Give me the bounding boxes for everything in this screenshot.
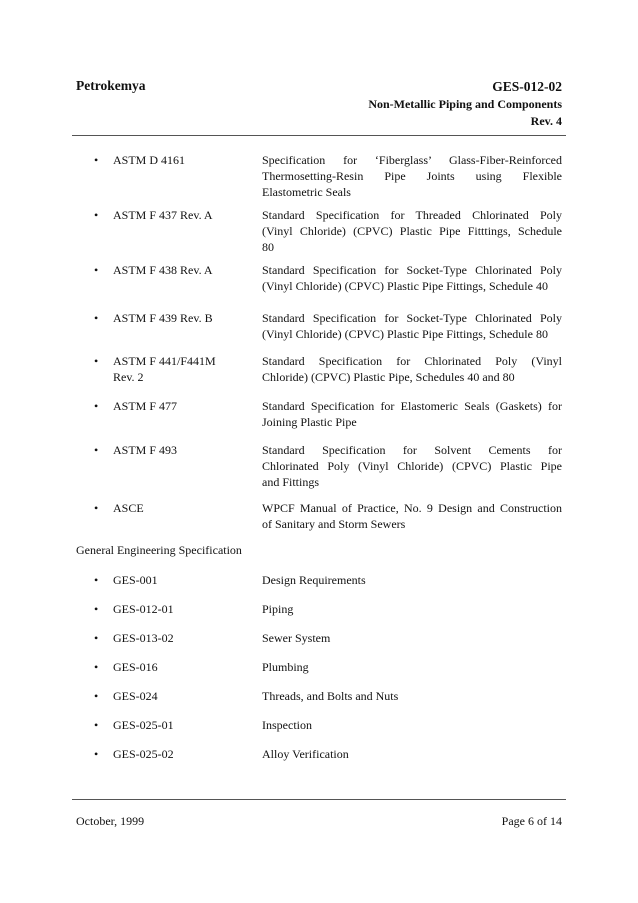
specification-code: GES-012-01 — [113, 602, 174, 616]
reference-description — [262, 262, 562, 294]
reference-code-line: ASTM F 437 Rev. A — [113, 208, 213, 222]
specification-code: GES-025-01 — [113, 718, 174, 732]
bullet-icon: • — [94, 573, 99, 587]
bullet-icon: • — [94, 602, 99, 616]
bullet-icon: • — [94, 311, 99, 325]
document-header-info — [262, 78, 562, 130]
bullet-icon: • — [94, 718, 99, 732]
footer-page-number: Page 6 of 14 — [501, 814, 562, 828]
company-name: Petrokemya — [76, 78, 146, 93]
specification-description: Sewer System — [262, 631, 331, 645]
reference-code-line: ASTM F 493 — [113, 443, 178, 457]
bullet-icon: • — [94, 747, 99, 761]
reference-description-line: Standard Specification for Socket-Type Chlorinated Poly — [262, 311, 562, 325]
bullet-icon: • — [94, 263, 99, 277]
document-code: GES-012-02 — [492, 79, 562, 94]
bullet-icon: • — [94, 689, 99, 703]
reference-description-line: Standard Specification for Elastomeric Seals (Gaskets) for — [262, 399, 562, 413]
specification-code: GES-016 — [113, 660, 158, 674]
reference-code-line: ASTM F 439 Rev. B — [113, 311, 213, 325]
reference-code — [113, 353, 253, 385]
specification-description: Inspection — [262, 718, 312, 732]
reference-description — [262, 398, 562, 430]
document-title: Non-Metallic Piping and Components — [368, 97, 562, 111]
bullet-icon: • — [94, 660, 99, 674]
reference-code — [113, 398, 253, 414]
reference-description-line: Standard Specification for Chlorinated Poly (Vinyl — [262, 354, 562, 368]
bullet-icon: • — [94, 399, 99, 413]
footer-date: October, 1999 — [76, 814, 145, 828]
reference-code-line: ASTM F 477 — [113, 399, 178, 413]
reference-code-line: ASCE — [113, 501, 144, 515]
reference-code-line: ASTM F 441/F441M — [113, 354, 216, 368]
reference-description-line: Chloride) (CPVC) Plastic Pipe, Schedules 40 and 80 — [262, 370, 515, 384]
reference-description — [262, 310, 562, 342]
specification-description: Piping — [262, 602, 294, 616]
reference-description-line: Joining Plastic Pipe — [262, 415, 357, 429]
specification-code: GES-001 — [113, 573, 158, 587]
reference-description-line: 80 — [262, 240, 274, 254]
reference-description-line: WPCF Manual of Practice, No. 9 Design and Construction — [262, 501, 562, 515]
bullet-icon: • — [94, 354, 99, 368]
reference-code — [113, 442, 253, 458]
reference-code — [113, 500, 253, 516]
bullet-icon: • — [94, 153, 99, 167]
specification-code: GES-024 — [113, 689, 158, 703]
reference-description-line: Standard Specification for Solvent Cements for — [262, 443, 562, 457]
reference-description-line: of Sanitary and Storm Sewers — [262, 517, 406, 531]
specification-description: Alloy Verification — [262, 747, 349, 761]
reference-description-line: (Vinyl Chloride) (CPVC) Plastic Pipe Fitttings, Schedule — [262, 224, 562, 238]
reference-description-line: Elastometric Seals — [262, 185, 351, 199]
reference-code-line: ASTM D 4161 — [113, 153, 186, 167]
reference-description-line: (Vinyl Chloride) (CPVC) Plastic Pipe Fittings, Schedule 80 — [262, 327, 548, 341]
reference-description-line: Standard Specification for Socket-Type Chlorinated Poly — [262, 263, 562, 277]
reference-description-line: Specification for ‘Fiberglass’ Glass-Fiber-Reinforced — [262, 153, 562, 167]
reference-code — [113, 207, 253, 223]
bullet-icon: • — [94, 443, 99, 457]
footer-divider — [72, 799, 566, 800]
reference-description-line: Thermosetting-Resin Pipe Joints using Flexible — [262, 169, 562, 183]
specification-description: Threads, and Bolts and Nuts — [262, 689, 399, 703]
bullet-icon: • — [94, 631, 99, 645]
specification-description: Design Requirements — [262, 573, 366, 587]
reference-code-line: Rev. 2 — [113, 370, 144, 384]
bullet-icon: • — [94, 501, 99, 515]
bullet-icon: • — [94, 208, 99, 222]
reference-description — [262, 500, 562, 532]
reference-code — [113, 262, 253, 278]
specification-description: Plumbing — [262, 660, 309, 674]
section-heading: General Engineering Specification — [76, 543, 242, 557]
specification-code: GES-013-02 — [113, 631, 174, 645]
reference-description-line: and Fittings — [262, 475, 320, 489]
reference-description — [262, 353, 562, 385]
document-revision: Rev. 4 — [530, 114, 562, 128]
reference-code-line: ASTM F 438 Rev. A — [113, 263, 213, 277]
reference-description — [262, 207, 562, 255]
header-divider — [72, 135, 566, 136]
reference-description-line: (Vinyl Chloride) (CPVC) Plastic Pipe Fittings, Schedule 40 — [262, 279, 548, 293]
reference-description — [262, 442, 562, 490]
specification-code: GES-025-02 — [113, 747, 174, 761]
reference-description-line: Chlorinated Poly (Vinyl Chloride) (CPVC) Plastic Pipe — [262, 459, 562, 473]
reference-code — [113, 310, 253, 326]
reference-description — [262, 152, 562, 200]
reference-code — [113, 152, 253, 168]
reference-description-line: Standard Specification for Threaded Chlorinated Poly — [262, 208, 562, 222]
